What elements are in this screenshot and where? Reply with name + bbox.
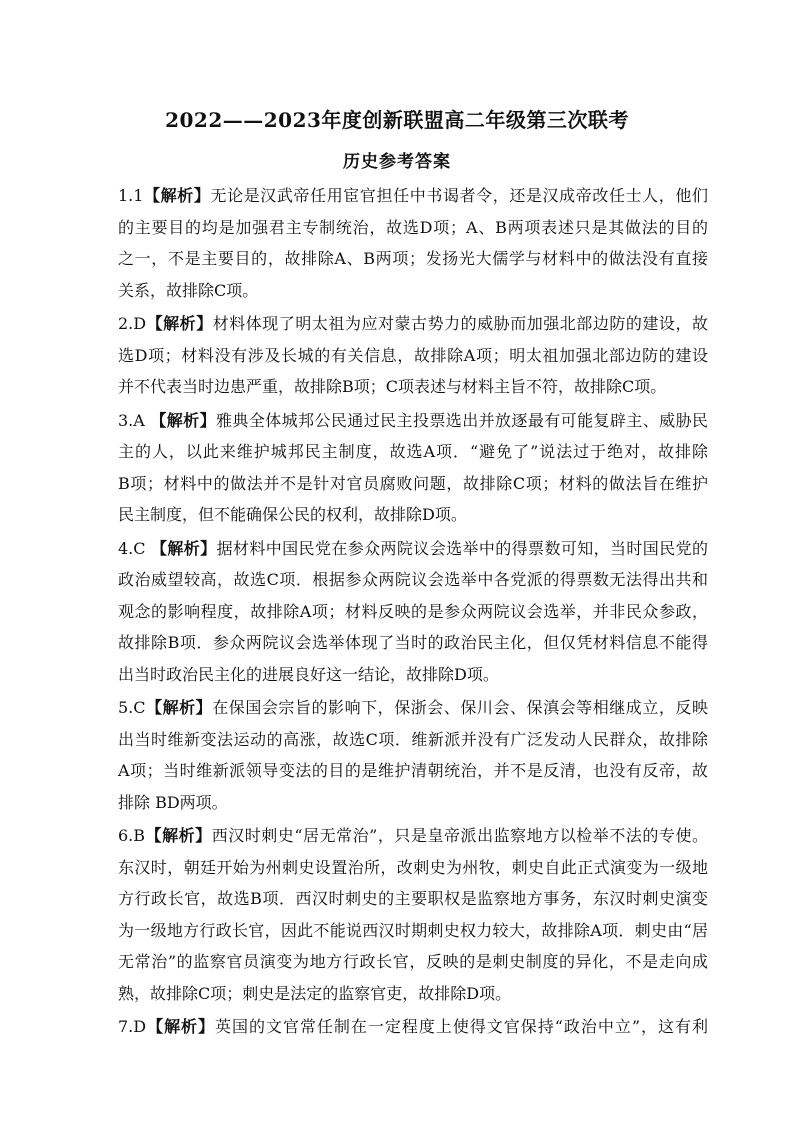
answer-text: 英国的文官常任制在一定程度上使得文官保持“政治中立”，这有利 (215, 1017, 708, 1036)
analysis-tag: 【解析】 (150, 410, 216, 430)
answer-line (118, 533, 708, 565)
answer-line (118, 1011, 708, 1043)
answer-line: 故排除B项．参众两院议会选举体现了当时的政治民主化，但仅凭材料信息不能得 (118, 633, 708, 652)
analysis-tag: 【解析】 (151, 538, 217, 558)
answer-number: 1.1 (118, 186, 144, 205)
analysis-tag: 【解析】 (143, 186, 211, 205)
answer-line (118, 180, 708, 212)
answer-line: 关系，故排除C项。 (118, 280, 259, 300)
answer-line: 出当时维新变法运动的高涨，故选C项．维新派并没有广泛发动人民群众，故排除 (118, 729, 708, 749)
answer-line: 熟，故排除C项；刺史是法定的监察官吏，故排除D项。 (118, 983, 512, 1003)
answer-line: 无常治”的监察官员演变为地方行政长官，反映的是刺史制度的异化，不是走向成 (118, 952, 708, 971)
analysis-tag: 【解析】 (145, 698, 213, 717)
answer-number: 6.B (118, 826, 146, 845)
answer-item-6 (118, 820, 708, 1009)
answer-number: 3.A (118, 410, 151, 430)
answer-text: 据材料中国民党在参众两院议会选举中的得票数可知，当时国民党的 (216, 538, 708, 558)
answer-text: 西汉时刺史“居无常治”，只是皇帝派出监察地方以检举不法的专使。 (211, 826, 708, 845)
answer-line: 的主要目的均是加强君主专制统治，故选D项；A、B两项表述只是其做法的目的 (118, 217, 708, 237)
answer-item-7 (118, 1011, 708, 1043)
answer-number: 2.D (118, 314, 147, 333)
answer-number: 7.D (118, 1017, 147, 1036)
answer-number: 5.C (118, 698, 146, 717)
analysis-tag: 【解析】 (146, 314, 213, 333)
answer-line: 之一，不是主要目的，故排除A、B两项；发扬光大儒学与材料中的做法没有直接 (118, 249, 708, 268)
answer-line: 选D项；材料没有涉及长城的有关信息，故排除A项；明太祖加强北部边防的建设 (118, 345, 708, 365)
answer-line: A项；当时维新派领导变法的目的是维护清朝统治，并不是反清，也没有反帝，故 (118, 761, 708, 780)
answer-line: 观念的影响程度，故排除A项；材料反映的是参众两院议会选举，并非民众参政， (118, 601, 708, 621)
answer-item-3 (118, 405, 708, 531)
answer-line: 主的人，以此来维护城邦民主制度，故选A项．“避免了”说法过于绝对，故排除 (118, 442, 708, 461)
answer-text: 材料体现了明太祖为应对蒙古势力的威胁而加强北部边防的建设，故 (212, 314, 708, 333)
answer-item-5 (118, 692, 708, 818)
answer-item-1 (118, 180, 708, 306)
answer-item-2 (118, 308, 708, 403)
document-subtitle: 历史参考答案 (343, 152, 451, 172)
answer-text: 无论是汉武帝任用宦官担任中书谒者令，还是汉成帝改任士人，他们 (210, 186, 708, 205)
answer-line: 并不代表当时边患严重，故排除B项；C项表述与材料主旨不符，故排除C项。 (118, 377, 667, 396)
answer-line: 排除 BD两项。 (118, 792, 228, 812)
answer-line: 为一级地方行政长官，因此不能说西汉时期刺史权力较大，故排除A项．刺史由“居 (118, 920, 708, 940)
answer-line: 民主制度，但不能确保公民的权利，故排除D项。 (118, 505, 467, 524)
answer-line: B项；材料中的做法并不是针对官员腐败问题，故排除C项；材料的做法旨在维护 (118, 473, 708, 493)
document-title: 2022——2023年度创新联盟高二年级第三次联考 (165, 108, 629, 132)
answer-line: 政治威望较高，故选C项．根据参众两院议会选举中各党派的得票数无法得出共和 (118, 570, 708, 589)
answer-line (118, 405, 708, 437)
answer-list (118, 180, 708, 1045)
answer-line: 方行政长官，故选B项．西汉时刺史的主要职权是监察地方事务，东汉时刺史演变 (118, 889, 708, 908)
answer-number: 4.C (118, 538, 151, 558)
analysis-tag: 【解析】 (145, 826, 212, 845)
answer-text: 雅典全体城邦公民通过民主投票选出并放逐最有可能复辟主、威胁民 (215, 410, 708, 430)
answer-line (118, 308, 708, 340)
answer-line (118, 692, 708, 724)
answer-text: 在保国会宗旨的影响下，保浙会、保川会、保滇会等相继成立，反映 (212, 698, 708, 717)
answer-item-4 (118, 533, 708, 691)
answer-line: 东汉时，朝廷开始为州刺史设置治所，改刺史为州牧，刺史自此正式演变为一级地 (118, 857, 708, 877)
answer-line (118, 820, 708, 852)
answer-line: 出当时政治民主化的进展良好这一结论，故排除D项。 (118, 664, 499, 684)
analysis-tag: 【解析】 (146, 1017, 216, 1036)
